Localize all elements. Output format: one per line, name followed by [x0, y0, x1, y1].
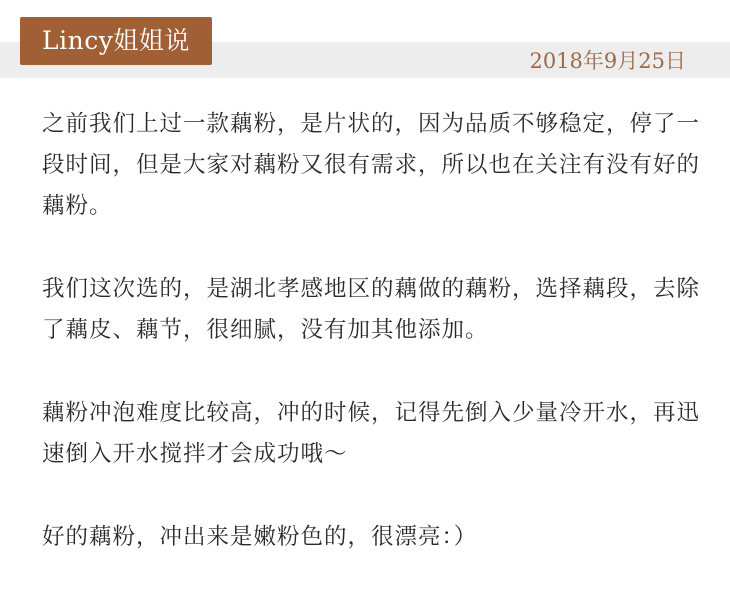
article-body [42, 104, 702, 595]
paragraph: 之前我们上过一款藕粉，是片状的，因为品质不够稳定，停了一段时间，但是大家对藕粉又很有需求，所以也在关注有没有好的藕粉。 [42, 111, 701, 219]
paragraph: 好的藕粉，冲出来是嫩粉色的，很漂亮：） [42, 524, 478, 550]
post-date: 2018年9月25日 [529, 49, 686, 73]
author-badge: Lincy姐姐说 [20, 17, 212, 65]
paragraph: 藕粉冲泡难度比较高，冲的时候，记得先倒入少量冷开水，再迅速倒入开水搅拌才会成功哦～ [42, 400, 701, 467]
paragraph: 我们这次选的，是湖北孝感地区的藕做的藕粉，选择藕段，去除了藕皮、藕节，很细腻，没有加其他添加。 [42, 276, 701, 343]
